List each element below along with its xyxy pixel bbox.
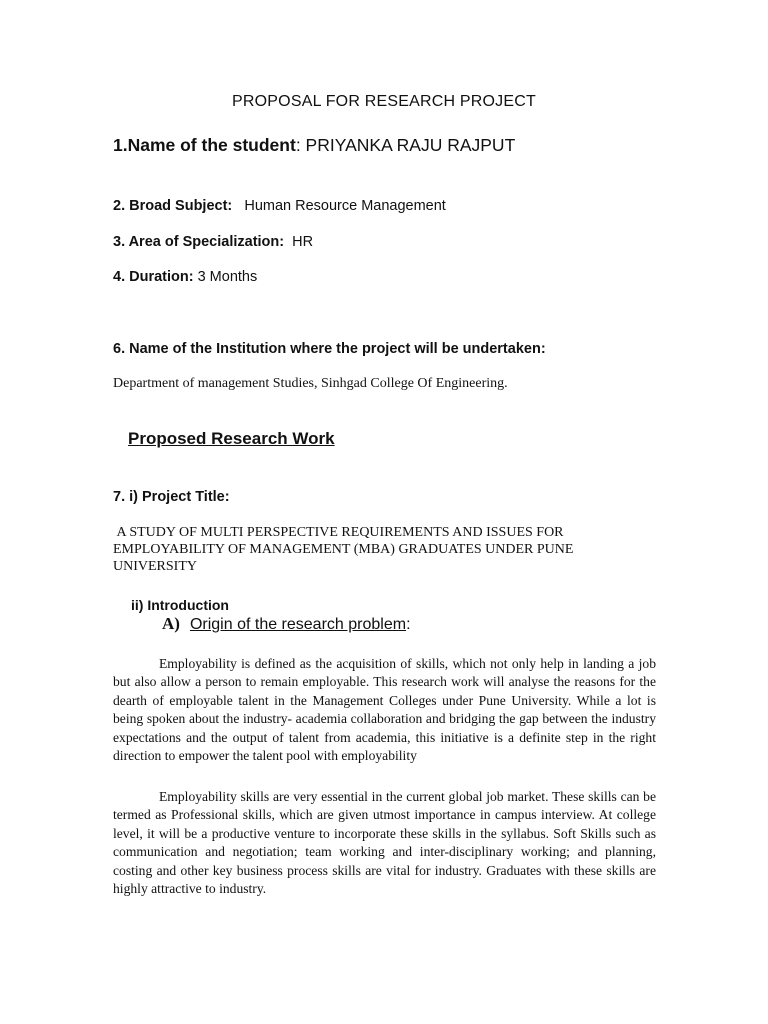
project-title-label: 7. i) Project Title: [113,489,230,505]
broad-subject-label: 2. Broad Subject: [113,198,233,214]
proposed-research-heading: Proposed Research Work [128,429,335,448]
broad-subject-value: Human Resource Management [244,198,446,214]
student-name-value: : PRIYANKA RAJU RAJPUT [295,135,516,155]
project-title-value: A STUDY OF MULTI PERSPECTIVE REQUIREMENTS AND ISSUES FOR EMPLOYABILITY OF MANAGEMENT (MBA) GRADUATES UNDER PUNE UNIVERSITY [113,525,574,574]
origin-colon: : [406,616,411,633]
area-line [113,234,313,250]
paragraph-2: Employability skills are very essential in the current global job market. These skills can be termed as Professional skills, which are given utmost importance in campus interview. At college level, it will be a productive venture to incorporate these skills in the syllabus. Soft Skills such as communication and negotiation; team working and inter-disciplinary working; and planning, costing and other key business process skills are vital for industry. Graduates with these skills are highly attractive to industry. [113,789,656,897]
paragraph-1: Employability is defined as the acquisition of skills, which not only help in landing a job but also allow a person to remain employable. This research work will analyse the reasons for the dearth of employable talent in the Management Colleges under Pune University. While a lot is being spoken about the industry- academia collaboration and bridging the gap between the industry expectations and the output of talent from academia, this initiative is a definite step in the right direction to empower the talent pool with employability [113,656,656,764]
duration-line [113,269,257,285]
duration-label: 4. Duration: [113,269,194,285]
student-name-line [113,135,515,156]
duration-value: 3 Months [197,269,258,285]
project-title-text [113,524,658,575]
introduction-label: ii) Introduction [131,597,229,613]
institution-value: Department of management Studies, Sinhgad College Of Engineering. [113,376,508,391]
origin-heading [162,614,411,634]
origin-letter: A) [162,614,180,633]
page-title: PROPOSAL FOR RESEARCH PROJECT [232,93,536,110]
area-value: HR [292,234,314,250]
origin-heading-text: Origin of the research problem [189,616,407,633]
broad-subject-line [113,198,446,214]
student-name-label: 1.Name of the student [113,135,296,155]
area-label: 3. Area of Specialization: [113,234,285,250]
institution-label: 6. Name of the Institution where the project will be undertaken: [113,341,546,357]
